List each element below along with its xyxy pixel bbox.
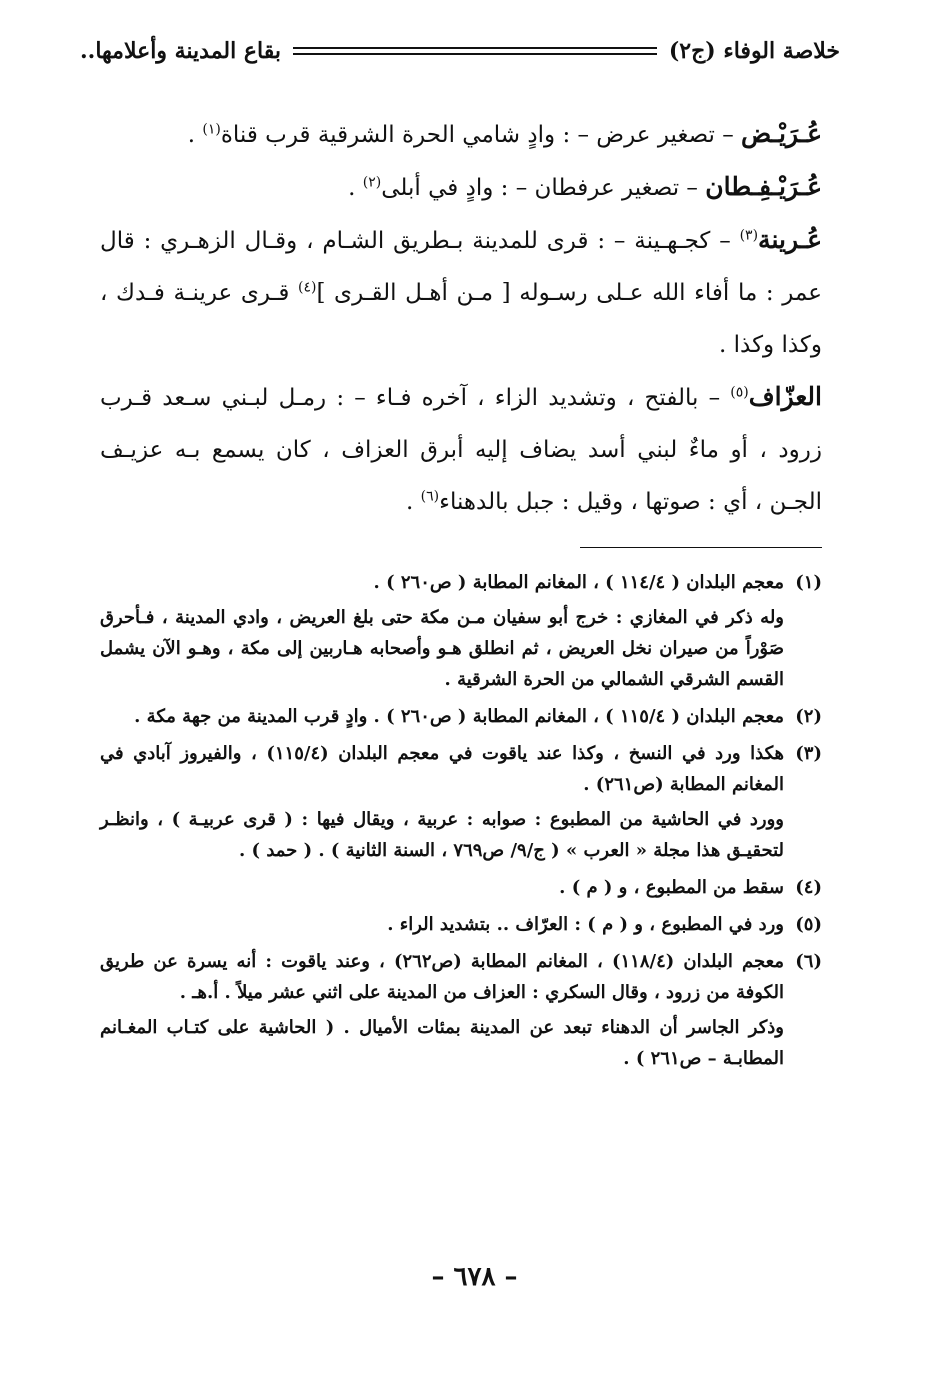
entry-tail: . [406,489,421,515]
entry-paragraph [100,371,822,528]
footnote-ref: (٣) [739,227,759,244]
footnote-extra: وله ذكر في المغازي : خرج أبو سفيان مـن مكة حتى بلغ العريض ، وادي المدينة ، فـأحرق صَوْراً من صيران نخل العريض ، ثم انطلق هـو وأصحابه هـاربين إلى مكة ، وهـو الآن يشمل القسم الشرقي الشمالي من الحرة الشرقية . [100,607,784,690]
entry-text: – تصغير عرض – : وادٍ شامي الحرة الشرقية قرب قناة [220,122,742,148]
footnote-text: معجم البلدان ( ١١٤/٤ ) ، المغانم المطابة ( ص٢٦٠ ) . [373,572,784,593]
footnote-number: (٣) [795,743,822,764]
entry-term: العزّاف [748,382,822,411]
footnote-separator [580,547,822,548]
footnote [100,946,822,1074]
footnote-number: (٤) [795,877,822,898]
footnote-ref: (٤) [297,279,317,296]
footnote-number: (٦) [795,951,822,972]
footnote-text: هكذا ورد في النسخ ، وكذا عند ياقوت في معجم البلدان (١١٥/٤) ، والفيروز آبادي في المغانم المطابة (ص٢٦١) . [100,743,784,795]
header-rule [293,47,657,55]
footnote [100,567,822,695]
entry-paragraph [100,108,822,161]
footnote-ref: (٦) [420,488,440,505]
entry-paragraph [100,161,822,214]
footnote-ref: (١) [202,121,221,138]
footnotes [100,567,822,1074]
footnote-number: (٢) [795,706,822,727]
entry-text: – بالفتح ، وتشديد الزاء ، آخره فـاء – : رمـل لبـني سـعد قـرب زرود ، أو ماءٌ لبني أسد يضاف إليه أبرق العزاف ، كان يسمع بـه عزيـف الجـن ، أي : صوتها ، وقيل : جبل بالدهناء [100,385,822,515]
entry-tail: . [348,175,363,201]
footnote-text: ورد في المطبوع ، و ( م ) : العرّاف .. بتشديد الراء . [387,914,784,935]
footnote [100,738,822,866]
main-text [100,108,822,528]
footnote-text: سقط من المطبوع ، و ( م ) . [559,877,784,898]
footnote-text: معجم البلدان ( ١١٥/٤ ) ، المغانم المطابة ( ص٢٦٠ ) . وادٍ قرب المدينة من جهة مكة . [134,706,784,727]
page-number: – ٦٧٨ – [431,1262,518,1292]
entry-tail: . [187,122,203,148]
footnote [100,872,822,903]
header-chapter-title: بقاع المدينة وأعلامها.. [80,38,281,64]
entry-text: – تصغير عرفطان – : وادٍ في أبلى [381,175,706,201]
entry-paragraph [100,214,822,371]
footnote-extra: وورد في الحاشية من المطبوع : صوابه : عربية ، ويقال فيها : ( قرى عربيـة ) ، وانظـر لتحقيـق هذا مجلة « العرب » ( ج/٩/ ص٧٦٩ ، السنة الثانية ) . ( حمد ) . [100,809,784,861]
entry-term: عُـرينة [758,225,822,254]
footnote-extra: وذكر الجاسر أن الدهناء تبعد عن المدينة بمئات الأميال . ( الحاشية على كتـاب المغـانم المطابـة – ص٢٦١ ) . [100,1017,784,1069]
entry-term: عُـرَيْـفِـطان [705,172,822,201]
header-book-title: خلاصة الوفاء (ج٢) [668,38,840,64]
running-header [80,34,840,68]
footnote-text: معجم البلدان (١١٨/٤) ، المغانم المطابة (ص٢٦٢) ، وعند ياقوت : أنه يسرة عن طريق الكوفة من زرود ، وقال السكري : العزاف من المدينة على اثني عشر ميلاً . أ.هـ . [100,951,784,1003]
footnote [100,701,822,732]
footnote-ref: (٥) [730,384,749,401]
entry-tail: قـرى عرينـة فـدك ، وكذا وكذا . [100,280,822,358]
footnote-number: (١) [795,572,822,593]
footnote-number: (٥) [795,914,822,935]
entry-term: عُـرَيْـض [741,119,822,148]
entry-text: – كجـهـينة – : قرى للمدينة بـطريق الشـام ، وقـال الزهـري : قال عمر : ما أفاء الله عـلى رسـوله [ مـن أهـل القـرى ] [100,228,823,306]
footnote [100,909,822,940]
footnote-ref: (٢) [362,174,382,191]
